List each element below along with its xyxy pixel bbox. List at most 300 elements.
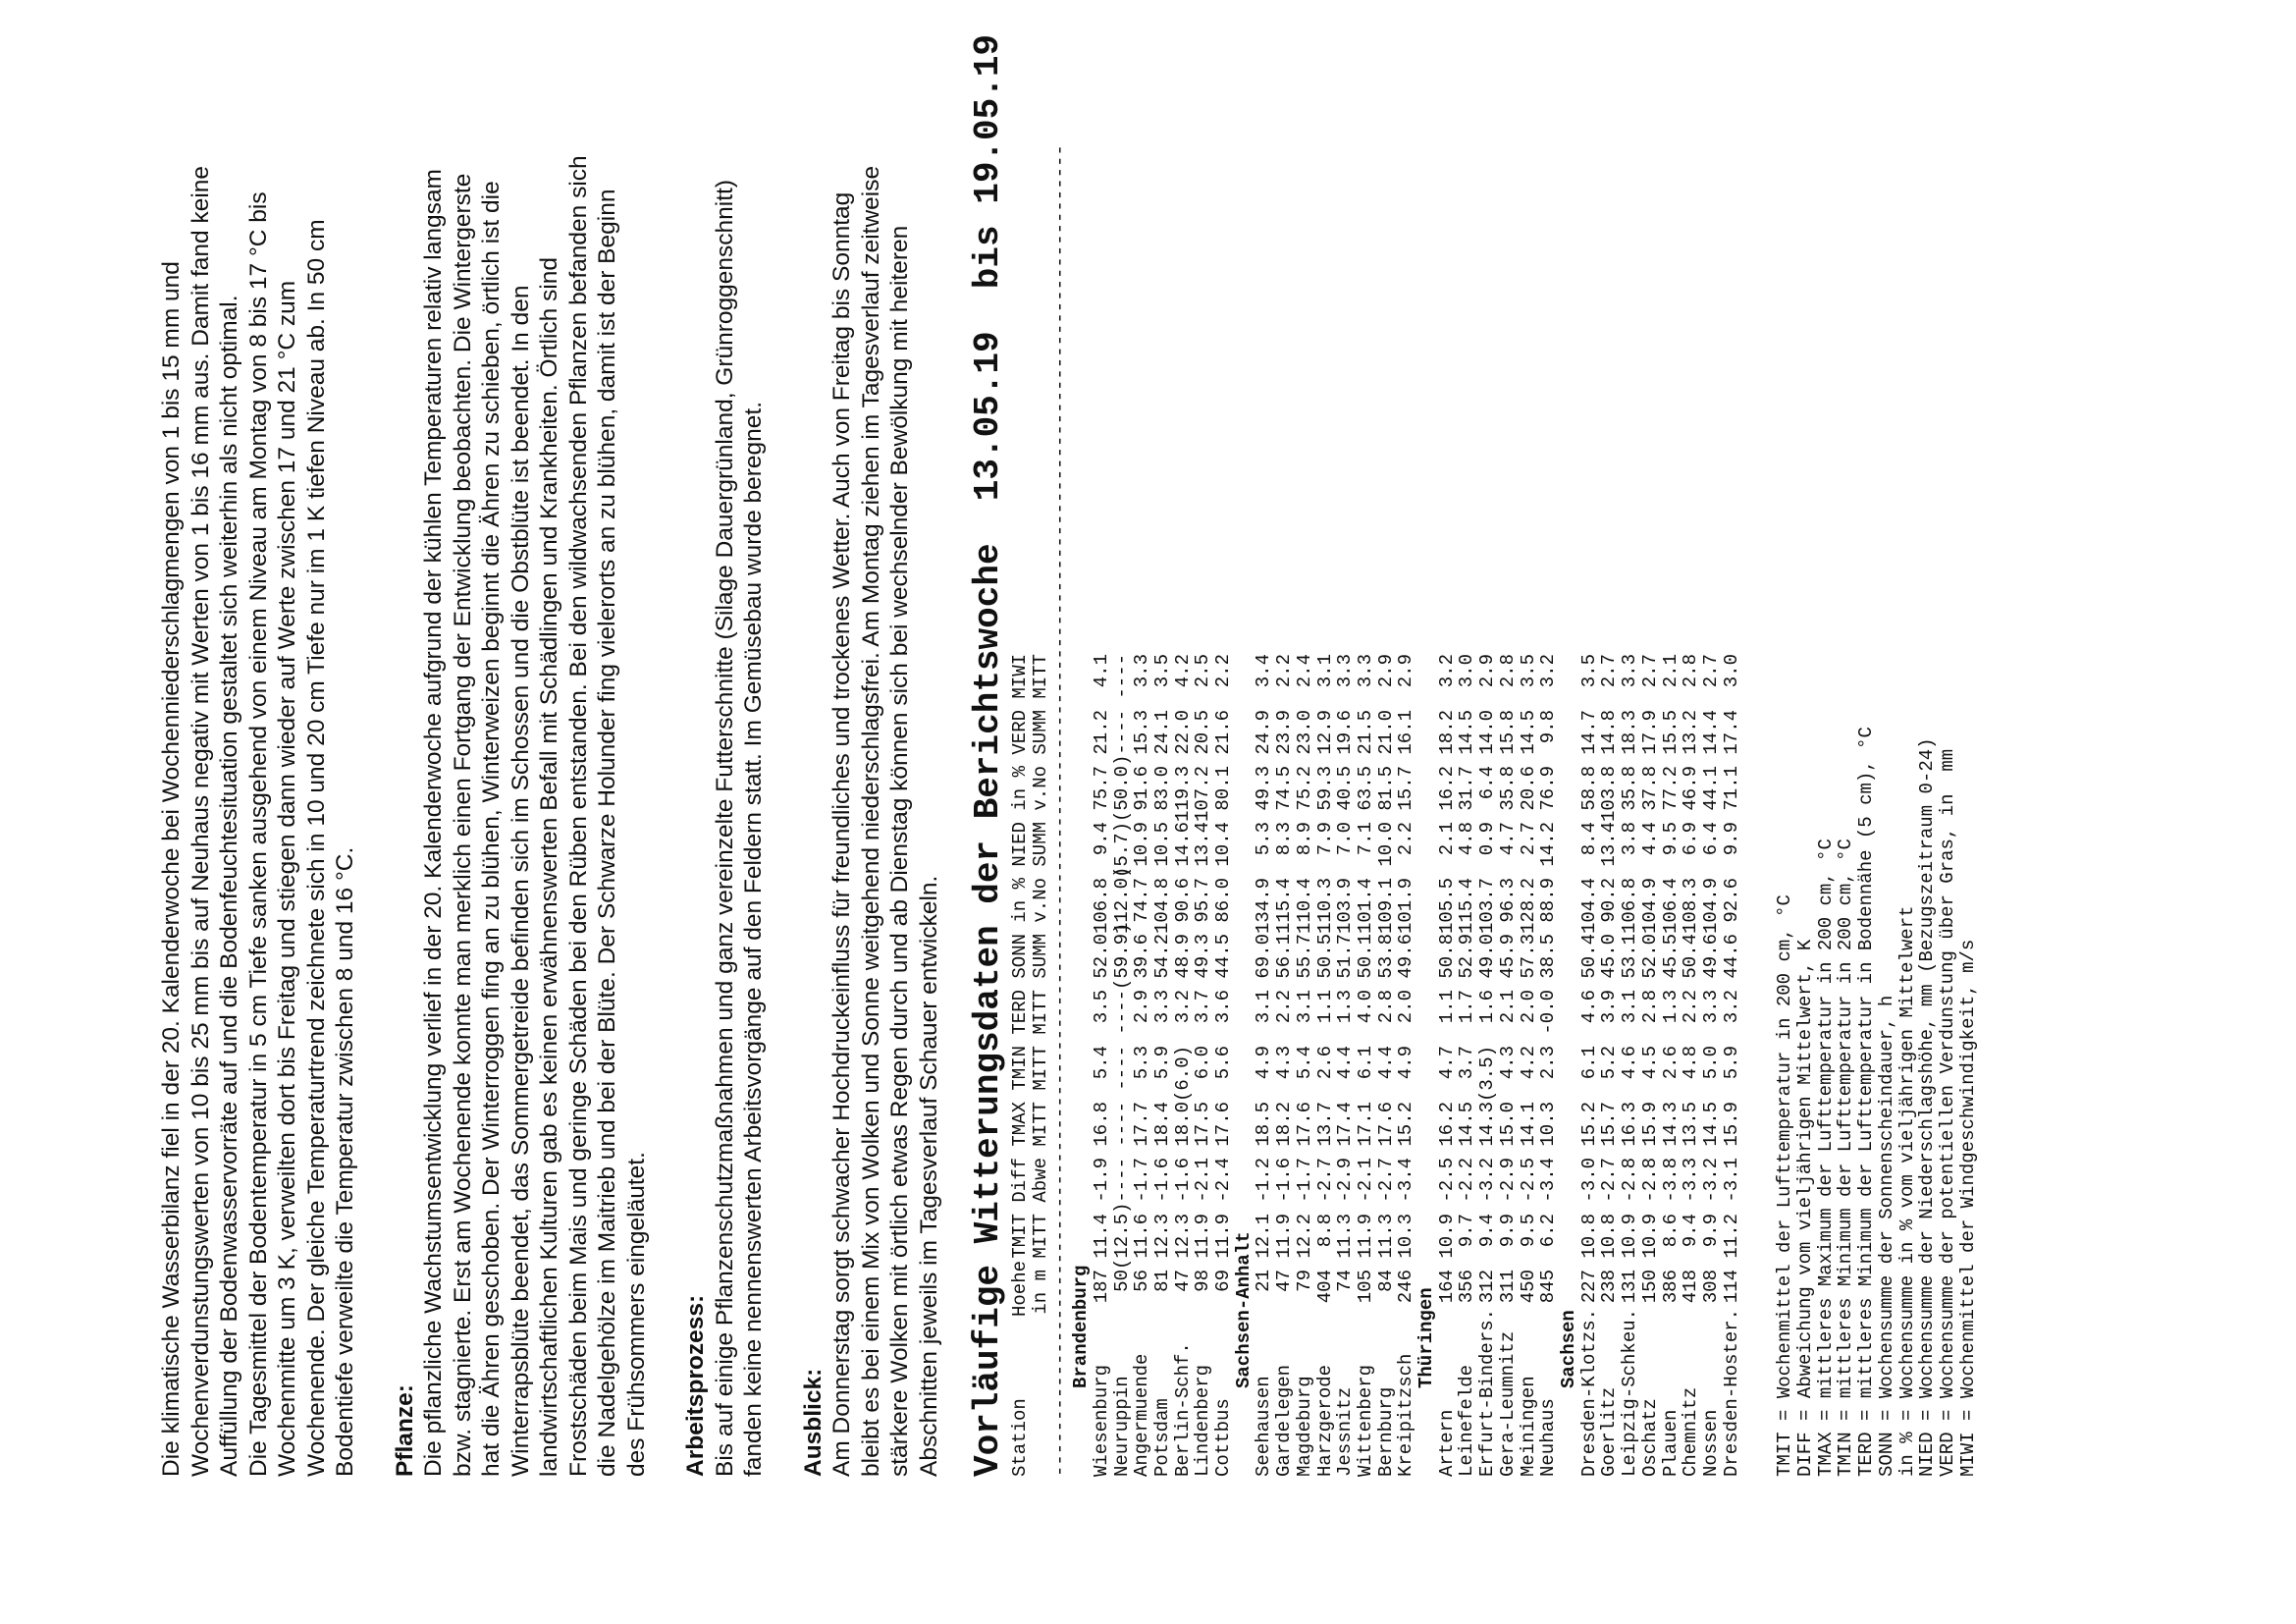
legend-line: VERD = Wochensumme der potentiellen Verdunstung über Gras, in mm bbox=[1936, 748, 1958, 1477]
table-cell: 49.0 bbox=[1476, 934, 1499, 979]
table-cell: 18.0 bbox=[1171, 1102, 1194, 1147]
table-cell: 1.6 bbox=[1476, 990, 1499, 1024]
table-cell: 19.6 bbox=[1334, 710, 1357, 755]
station-name: Wiesenburg bbox=[1090, 1364, 1112, 1477]
table-cell: Hoehe bbox=[1009, 1260, 1031, 1317]
legend-line: TMIT = Wochenmittel der Lufttemperatur in 200 cm, °C bbox=[1774, 894, 1796, 1477]
station-name: Plauen bbox=[1659, 1409, 1682, 1477]
table-cell: 5.4 bbox=[1090, 1046, 1112, 1080]
table-cell: 52.0 bbox=[1638, 934, 1661, 979]
legend-line: in % = Wochensumme in % vom vieljährigen Mittelwert bbox=[1896, 905, 1918, 1477]
table-cell: 14.3 bbox=[1659, 1102, 1682, 1147]
table-cell: -1.7 bbox=[1293, 1158, 1315, 1203]
station-name: Berlin-Schf. bbox=[1171, 1342, 1194, 1477]
table-cell: Abwe bbox=[1029, 1158, 1051, 1203]
table-cell: 386 bbox=[1659, 1270, 1682, 1304]
table-cell: 14.3 bbox=[1476, 1102, 1499, 1147]
station-name: Oschatz bbox=[1638, 1398, 1661, 1477]
text-line: bzw. stagnierte. Erst am Wochenende konnte man merklich einen Fortgang der Entwicklung beobachten. Die Wintergerste bbox=[449, 173, 476, 1477]
table-cell: (3.5) bbox=[1476, 1045, 1499, 1102]
legend-line: DIFF = Abweichung vom vieljährigen Mittelwert, K bbox=[1794, 939, 1817, 1477]
table-cell: 3.1 bbox=[1253, 990, 1275, 1024]
table-cell: -1.9 bbox=[1090, 1158, 1112, 1203]
table-cell: -1.6 bbox=[1150, 1158, 1173, 1203]
table-cell: 10.8 bbox=[1598, 1214, 1621, 1259]
table-cell: Diff bbox=[1009, 1158, 1031, 1203]
station-name: Leipzig-Schkeu. bbox=[1619, 1308, 1641, 1477]
table-cell: 45.9 bbox=[1496, 934, 1519, 979]
table-row bbox=[1376, 141, 1397, 1477]
table-cell: 49.3 bbox=[1253, 766, 1275, 811]
table-cell: 115.4 bbox=[1456, 877, 1478, 934]
table-cell: 11.9 bbox=[1273, 1214, 1296, 1259]
table-cell: 5.3 bbox=[1131, 1046, 1153, 1080]
table-cell: 103.8 bbox=[1598, 765, 1621, 822]
station-name: Wittenberg bbox=[1354, 1364, 1376, 1477]
table-cell: 2.0 bbox=[1395, 990, 1417, 1024]
table-row bbox=[1274, 141, 1295, 1477]
table-cell: 4.4 bbox=[1374, 1046, 1397, 1080]
table-cell: 63.5 bbox=[1354, 766, 1376, 811]
table-cell: 15.8 bbox=[1496, 710, 1519, 755]
table-cell: 20.5 bbox=[1192, 710, 1214, 755]
table-cell: 59.3 bbox=[1313, 766, 1336, 811]
table-cell: 2.5 bbox=[1192, 654, 1214, 688]
table-cell: TERD bbox=[1009, 990, 1031, 1035]
table-cell: 12.3 bbox=[1150, 1214, 1173, 1259]
table-cell: 110.4 bbox=[1293, 877, 1315, 934]
table-cell: 2.6 bbox=[1313, 1046, 1336, 1080]
table-cell: 6.1 bbox=[1577, 1046, 1600, 1080]
table-cell: 52.0 bbox=[1090, 934, 1112, 979]
table-cell: 9.8 bbox=[1537, 710, 1560, 744]
table-cell: 11.9 bbox=[1354, 1214, 1376, 1259]
table-cell: 150 bbox=[1638, 1270, 1661, 1304]
text-line: Am Donnerstag sorgt schwacher Hochdruckeinfluss für freundliches und trockenes Wetter. Auch von Freitag bis Sonntag bbox=[828, 191, 855, 1477]
table-cell: (50.0) bbox=[1110, 754, 1133, 822]
table-cell: 35.8 bbox=[1496, 766, 1519, 811]
table-cell: in % bbox=[1009, 878, 1031, 923]
table-cell: MITT bbox=[1029, 1046, 1051, 1091]
table-cell: 18.5 bbox=[1253, 1102, 1275, 1147]
table-row bbox=[1640, 141, 1661, 1477]
table-cell: 16.8 bbox=[1090, 1102, 1112, 1147]
text-line: Frostschäden beim Mais und geringe Schäden bei den Rüben entstanden. Bei den wildwachsenden Pflanzen befanden sich bbox=[564, 155, 592, 1477]
table-cell: 3.3 bbox=[1150, 990, 1173, 1024]
table-cell: 4.3 bbox=[1273, 1046, 1296, 1080]
table-cell: -2.7 bbox=[1313, 1158, 1336, 1203]
table-cell: 2.2 bbox=[1273, 654, 1296, 688]
table-cell: 108.3 bbox=[1680, 877, 1702, 934]
table-cell: 2.2 bbox=[1273, 990, 1296, 1024]
table-cell: 3.5 bbox=[1517, 654, 1539, 688]
table-cell: 4.9 bbox=[1395, 1046, 1417, 1080]
table-row bbox=[1173, 141, 1194, 1477]
table-cell: 40.5 bbox=[1334, 766, 1357, 811]
station-name: Bernburg bbox=[1374, 1386, 1397, 1477]
table-cell: 52.9 bbox=[1456, 934, 1478, 979]
table-cell: 11.3 bbox=[1334, 1214, 1357, 1259]
table-cell: MIWI bbox=[1009, 654, 1031, 699]
table-cell: 104.4 bbox=[1577, 877, 1600, 934]
station-name: Chemnitz bbox=[1680, 1386, 1702, 1477]
table-cell: -2.2 bbox=[1456, 1158, 1478, 1203]
table-divider: ----------------------------------------------------------------------------------------------------------------------- bbox=[1049, 144, 1072, 1477]
table-cell: ---- bbox=[1110, 1102, 1133, 1147]
station-name: Neuhaus bbox=[1537, 1398, 1560, 1477]
table-cell: 15.9 bbox=[1720, 1102, 1742, 1147]
text-line: Wochenverdunstungswerten von 10 bis 25 mm bis auf Neuhaus negativ mit Werten von 1 bis 16 mm aus. Damit fand keine bbox=[187, 165, 214, 1477]
station-name: Goerlitz bbox=[1598, 1386, 1621, 1477]
station-name: Gardelegen bbox=[1273, 1364, 1296, 1477]
table-cell: 17.1 bbox=[1354, 1102, 1376, 1147]
text-line: Die pflanzliche Wachstumsentwicklung verlief in der 20. Kalenderwoche aufgrund der kühlen Temperaturen relativ langsam bbox=[420, 169, 447, 1477]
ausblick-heading: Ausblick: bbox=[799, 1368, 827, 1477]
table-cell: 5.0 bbox=[1699, 1046, 1722, 1080]
table-cell: 21.2 bbox=[1090, 710, 1112, 755]
text-line: Wochenende. Der gleiche Temperaturtrend zeichnete sich in 10 und 20 cm Tiefe nur im 1 K tiefen Niveau ab. In 50 cm bbox=[302, 219, 330, 1477]
table-cell: SUMM bbox=[1029, 710, 1051, 755]
table-cell: 4.6 bbox=[1619, 1046, 1641, 1080]
table-cell: 9.9 bbox=[1496, 1214, 1519, 1248]
table-row bbox=[1477, 141, 1498, 1477]
table-cell: -1.6 bbox=[1171, 1158, 1194, 1203]
table-cell: 2.9 bbox=[1131, 990, 1153, 1024]
table-cell: 4.6 bbox=[1577, 990, 1600, 1024]
table-cell: 4.4 bbox=[1334, 1046, 1357, 1080]
table-cell: 9.4 bbox=[1680, 1214, 1702, 1248]
table-cell: 69.0 bbox=[1253, 934, 1275, 979]
table-header-row bbox=[1031, 141, 1051, 1477]
table-cell: 11.2 bbox=[1720, 1214, 1742, 1259]
table-cell: 106.8 bbox=[1619, 877, 1641, 934]
table-cell: 8.8 bbox=[1313, 1214, 1336, 1248]
station-name: Angermuende bbox=[1131, 1353, 1153, 1477]
table-cell: 10.9 bbox=[1638, 1214, 1661, 1259]
table-cell: 23.0 bbox=[1293, 710, 1315, 755]
table-cell: 11.3 bbox=[1374, 1214, 1397, 1259]
table-cell: 2.0 bbox=[1517, 990, 1539, 1024]
table-cell: 15.7 bbox=[1598, 1102, 1621, 1147]
table-row bbox=[1661, 141, 1682, 1477]
table-cell: 105 bbox=[1354, 1270, 1376, 1304]
table-cell: 104.9 bbox=[1638, 877, 1661, 934]
table-cell: 84 bbox=[1374, 1270, 1397, 1292]
table-cell: 418 bbox=[1680, 1270, 1702, 1304]
table-cell: 103.7 bbox=[1476, 877, 1499, 934]
table-cell: 10.3 bbox=[1395, 1214, 1417, 1259]
table-cell: -2.1 bbox=[1192, 1158, 1214, 1203]
table-row bbox=[1519, 141, 1539, 1477]
table-cell: 13.4 bbox=[1192, 822, 1214, 867]
table-cell: 76.9 bbox=[1537, 766, 1560, 811]
table-cell: 238 bbox=[1598, 1270, 1621, 1304]
table-cell: 3.2 bbox=[1537, 654, 1560, 688]
table-cell: -2.9 bbox=[1334, 1158, 1357, 1203]
table-cell: 2.6 bbox=[1659, 1046, 1682, 1080]
table-cell: -2.5 bbox=[1517, 1158, 1539, 1203]
table-cell: 15.5 bbox=[1659, 710, 1682, 755]
arbeitsprozess-heading: Arbeitsprozess: bbox=[682, 1294, 709, 1477]
station-name: Lindenberg bbox=[1192, 1364, 1214, 1477]
table-cell: 92.6 bbox=[1720, 878, 1742, 923]
table-cell: 10.9 bbox=[1619, 1214, 1641, 1259]
table-cell: 9.9 bbox=[1699, 1214, 1722, 1248]
table-cell: 9.5 bbox=[1659, 822, 1682, 856]
table-cell: 74.5 bbox=[1273, 766, 1296, 811]
table-cell: 9.4 bbox=[1090, 822, 1112, 856]
table-cell: 56.1 bbox=[1273, 934, 1296, 979]
table-cell: 13.4 bbox=[1598, 822, 1621, 867]
table-cell: -2.7 bbox=[1374, 1158, 1397, 1203]
pflanze-paragraph bbox=[419, 141, 651, 1477]
table-cell: 104.9 bbox=[1699, 877, 1722, 934]
table-cell: 88.9 bbox=[1537, 878, 1560, 923]
intro-paragraph bbox=[157, 141, 360, 1477]
table-cell: 4.0 bbox=[1354, 990, 1376, 1024]
table-cell: VERD bbox=[1009, 710, 1031, 755]
table-cell: 45.0 bbox=[1598, 934, 1621, 979]
table-cell: 16.1 bbox=[1395, 710, 1417, 755]
station-name: Magdeburg bbox=[1293, 1376, 1315, 1477]
table-cell: 44.1 bbox=[1699, 766, 1722, 811]
text-line: die Nadelgehölze im Maitrieb und bei der Blüte. Der Schwarze Holunder fing vielerorts an zu blühen, damit ist der Beginn bbox=[594, 189, 620, 1477]
table-cell: 1.3 bbox=[1334, 990, 1357, 1024]
table-row bbox=[1152, 141, 1173, 1477]
table-cell: 311 bbox=[1496, 1270, 1519, 1304]
table-cell: 2.2 bbox=[1395, 822, 1417, 856]
table-cell: 5.9 bbox=[1150, 1046, 1173, 1080]
table-cell: 3.3 bbox=[1354, 654, 1376, 688]
table-row bbox=[1112, 141, 1133, 1477]
table-cell: 3.8 bbox=[1619, 822, 1641, 856]
table-cell: 18.4 bbox=[1150, 1102, 1173, 1147]
table-cell: 4.7 bbox=[1496, 822, 1519, 856]
table-cell: 16.3 bbox=[1619, 1102, 1641, 1147]
table-cell: 74 bbox=[1334, 1270, 1357, 1292]
table-cell: 12.2 bbox=[1293, 1214, 1315, 1259]
table-cell: 49.6 bbox=[1699, 934, 1722, 979]
table-cell: -2.8 bbox=[1619, 1158, 1641, 1203]
table-cell: (12.5) bbox=[1110, 1202, 1133, 1270]
table-cell: MITT bbox=[1029, 654, 1051, 699]
table-cell: 80.1 bbox=[1212, 766, 1235, 811]
station-name: Cottbus bbox=[1212, 1398, 1235, 1477]
station-name: Leinefelde bbox=[1456, 1364, 1478, 1477]
table-cell: 12.1 bbox=[1253, 1214, 1275, 1259]
table-cell: 21.6 bbox=[1212, 710, 1235, 755]
text-line: bleibt es bei einem Mix von Wolken und Sonne weitgehend niederschlagsfrei. Am Montag ziehen im Tagesverlauf zeitweise bbox=[857, 165, 884, 1477]
table-cell: 187 bbox=[1090, 1270, 1112, 1304]
table-cell: 14.5 bbox=[1517, 710, 1539, 755]
table-row bbox=[1092, 141, 1112, 1477]
station-name: Jessnitz bbox=[1334, 1386, 1357, 1477]
table-row bbox=[1335, 141, 1356, 1477]
table-cell: 3.3 bbox=[1699, 990, 1722, 1024]
table-cell: 2.9 bbox=[1374, 654, 1397, 688]
table-cell: 308 bbox=[1699, 1270, 1722, 1304]
table-cell: -2.5 bbox=[1435, 1158, 1458, 1203]
table-cell: 404 bbox=[1313, 1270, 1336, 1304]
table-cell: 12.9 bbox=[1313, 710, 1336, 755]
table-cell: 3.7 bbox=[1456, 1046, 1478, 1080]
table-cell: 3.7 bbox=[1192, 990, 1214, 1024]
table-cell: 7.9 bbox=[1313, 822, 1336, 856]
table-cell: 98 bbox=[1192, 1270, 1214, 1292]
table-cell: 5.3 bbox=[1253, 822, 1275, 856]
table-cell: 11.4 bbox=[1090, 1214, 1112, 1259]
table-cell: 101.9 bbox=[1395, 877, 1417, 934]
table-cell: 44.6 bbox=[1720, 934, 1742, 979]
table-header-row bbox=[1010, 141, 1031, 1477]
table-cell: 2.8 bbox=[1374, 990, 1397, 1024]
table-cell: 4.7 bbox=[1435, 1046, 1458, 1080]
arbeitsprozess-paragraph bbox=[711, 141, 769, 1477]
table-cell: 103.9 bbox=[1334, 877, 1357, 934]
table-cell: 58.8 bbox=[1577, 766, 1600, 811]
table-cell: 90.6 bbox=[1171, 878, 1194, 923]
table-cell: 91.6 bbox=[1131, 766, 1153, 811]
table-cell: 3.1 bbox=[1293, 990, 1315, 1024]
table-cell: -3.3 bbox=[1680, 1158, 1702, 1203]
table-cell: MITT bbox=[1029, 1214, 1051, 1259]
table-cell: 3.4 bbox=[1253, 654, 1275, 688]
table-row bbox=[1538, 141, 1559, 1477]
table-row bbox=[1681, 141, 1701, 1477]
legend-line: MIWI = Wochenmittel der Windgeschwindigkeit, m/s bbox=[1956, 939, 1979, 1477]
legend-line: NIED = Wochensumme der Niederschlagshöhe, mm (Bezugszeitraum 0-24) bbox=[1916, 737, 1939, 1477]
document-page bbox=[157, 33, 1979, 1477]
table-cell: 14.5 bbox=[1456, 710, 1478, 755]
table-cell: -2.4 bbox=[1212, 1158, 1235, 1203]
table-cell: SUMM bbox=[1029, 822, 1051, 867]
table-cell: 3.6 bbox=[1212, 990, 1235, 1024]
table-cell: 4.1 bbox=[1090, 654, 1112, 688]
text-line: Bis auf einige Pflanzenschutzmaßnahmen und ganz vereinzelte Futterschnitte (Silage Dauergrünland, Grünroggenschnitt) bbox=[711, 179, 738, 1477]
table-cell: 17.7 bbox=[1131, 1102, 1153, 1147]
table-cell: 2.8 bbox=[1496, 654, 1519, 688]
table-cell: 69 bbox=[1212, 1270, 1235, 1292]
table-cell: 14.1 bbox=[1517, 1102, 1539, 1147]
table-cell: 3.5 bbox=[1090, 990, 1112, 1024]
table-cell: 6.9 bbox=[1680, 822, 1702, 856]
pflanze-heading: Pflanze: bbox=[391, 1384, 418, 1477]
table-cell: ---- bbox=[1110, 1158, 1133, 1203]
table-cell: 21.5 bbox=[1354, 710, 1376, 755]
state-heading: Sachsen bbox=[1557, 1310, 1579, 1388]
table-cell: 1.7 bbox=[1456, 990, 1478, 1024]
table-cell: 55.7 bbox=[1293, 934, 1315, 979]
table-cell: 9.7 bbox=[1456, 1214, 1478, 1248]
legend-line: TMIN = mittleres Minimum der Lufttemperatur in 200 cm, °C bbox=[1835, 839, 1857, 1477]
table-cell: ---- bbox=[1110, 990, 1133, 1035]
table-cell: 23.9 bbox=[1273, 710, 1296, 755]
table-cell: 14.5 bbox=[1456, 1102, 1478, 1147]
table-cell: SONN bbox=[1009, 934, 1031, 979]
header-cell bbox=[1031, 1317, 1051, 1477]
table-row bbox=[1213, 141, 1234, 1477]
text-line: Die Tagesmittel der Bodentemperatur in 5 cm Tiefe sanken ausgehend von einem Niveau am Montag von 8 bis 17 °C bis bbox=[244, 191, 272, 1477]
table-cell: 104.8 bbox=[1150, 877, 1173, 934]
table-cell: 17.5 bbox=[1192, 1102, 1214, 1147]
table-cell: 2.2 bbox=[1680, 990, 1702, 1024]
table-cell: 2.8 bbox=[1638, 990, 1661, 1024]
table-cell: 75.7 bbox=[1090, 766, 1112, 811]
table-cell: (6.0) bbox=[1171, 1045, 1194, 1102]
state-heading: Thüringen bbox=[1415, 1287, 1438, 1388]
table-cell: 1.3 bbox=[1659, 990, 1682, 1024]
table-cell: 24.9 bbox=[1253, 710, 1275, 755]
table-cell: MITT bbox=[1029, 990, 1051, 1035]
table-cell: 21 bbox=[1253, 1270, 1275, 1292]
table-cell: 11.6 bbox=[1131, 1214, 1153, 1259]
table-cell: 10.0 bbox=[1374, 822, 1397, 867]
table-cell: 13.7 bbox=[1313, 1102, 1336, 1147]
table-cell: 8.9 bbox=[1293, 822, 1315, 856]
table-cell: 2.1 bbox=[1435, 822, 1458, 856]
table-cell: 119.3 bbox=[1171, 765, 1194, 822]
table-cell: 22.0 bbox=[1171, 710, 1194, 755]
table-cell: 6.1 bbox=[1354, 1046, 1376, 1080]
ausblick-paragraph bbox=[828, 141, 943, 1477]
table-cell: 106.4 bbox=[1659, 877, 1682, 934]
table-cell: 18.2 bbox=[1273, 1102, 1296, 1147]
table-cell: in % bbox=[1009, 766, 1031, 811]
table-cell: 4.9 bbox=[1253, 1046, 1275, 1080]
table-cell: -2.8 bbox=[1638, 1158, 1661, 1203]
table-cell: -3.4 bbox=[1537, 1158, 1560, 1203]
table-cell: -3.4 bbox=[1395, 1158, 1417, 1203]
table-cell: 2.9 bbox=[1476, 654, 1499, 688]
table-cell: 83.0 bbox=[1150, 766, 1173, 811]
table-cell: 15.2 bbox=[1395, 1102, 1417, 1147]
table-cell: 13.2 bbox=[1680, 710, 1702, 755]
table-cell: 10.4 bbox=[1212, 822, 1235, 867]
table-cell: 3.3 bbox=[1619, 654, 1641, 688]
table-cell: 45.5 bbox=[1659, 934, 1682, 979]
table-cell: 131 bbox=[1619, 1270, 1641, 1304]
state-heading: Brandenburg bbox=[1070, 1265, 1093, 1388]
station-name: Potsdam bbox=[1150, 1398, 1173, 1477]
table-cell: 71.1 bbox=[1720, 766, 1742, 811]
table-cell: 134.9 bbox=[1253, 877, 1275, 934]
table-cell: 49.6 bbox=[1395, 934, 1417, 979]
table-cell: 107.2 bbox=[1192, 765, 1214, 822]
table-cell: 4.4 bbox=[1638, 822, 1661, 856]
table-cell: (5.7) bbox=[1110, 821, 1133, 878]
table-cell: 17.6 bbox=[1374, 1102, 1397, 1147]
weather-table-title: Vorläufige Witterungsdaten der Berichtswoche 13.05.19 bis 19.05.19 bbox=[968, 33, 1008, 1477]
table-cell: 1.1 bbox=[1313, 990, 1336, 1024]
table-row bbox=[1254, 141, 1274, 1477]
text-line: Wochenmitte um 3 K, verweilten dort bis Freitag und stiegen dann wieder auf Werte zwischen 17 und 21 °C zum bbox=[274, 280, 300, 1477]
table-cell: 17.4 bbox=[1720, 710, 1742, 755]
table-cell: 227 bbox=[1577, 1270, 1600, 1304]
table-cell: 2.7 bbox=[1598, 654, 1621, 688]
table-cell: 8.6 bbox=[1659, 1214, 1682, 1248]
table-cell: 3.5 bbox=[1577, 654, 1600, 688]
table-cell: 96.3 bbox=[1496, 878, 1519, 923]
table-cell: 51.7 bbox=[1334, 934, 1357, 979]
table-cell: 356 bbox=[1456, 1270, 1478, 1304]
table-cell: 86.0 bbox=[1212, 878, 1235, 923]
table-cell: 6.4 bbox=[1699, 822, 1722, 856]
table-cell: -0.0 bbox=[1537, 990, 1560, 1035]
table-cell: 164 bbox=[1435, 1270, 1458, 1304]
table-cell: 74.7 bbox=[1131, 878, 1153, 923]
table-cell: 4.8 bbox=[1680, 1046, 1702, 1080]
table-cell: 50.4 bbox=[1680, 934, 1702, 979]
